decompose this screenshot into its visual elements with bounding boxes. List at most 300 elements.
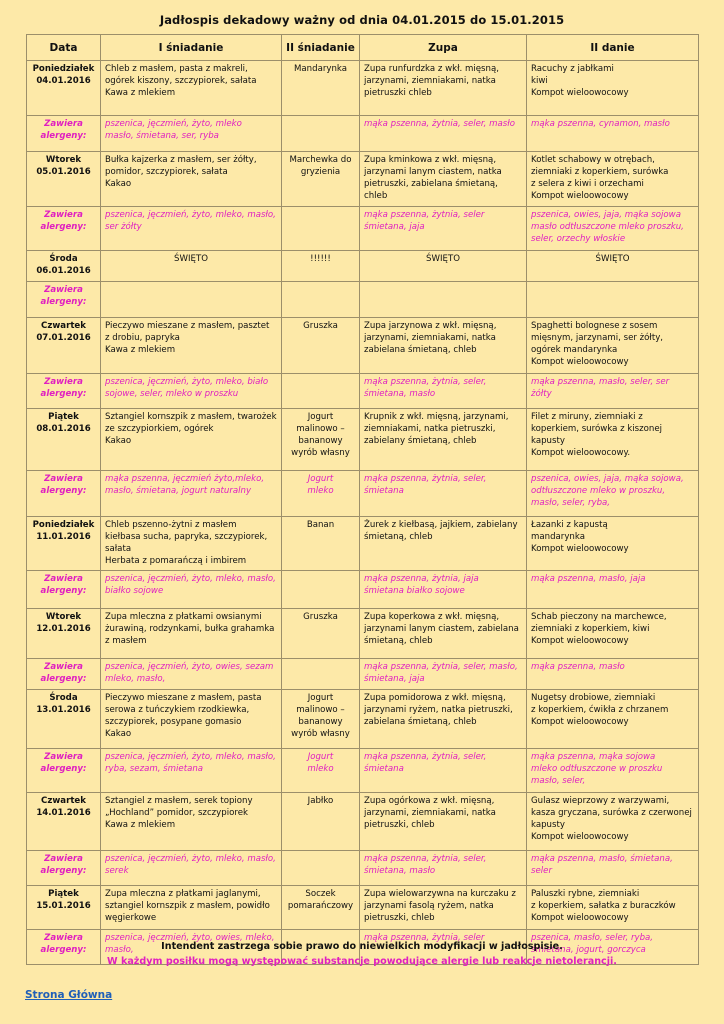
main-course-cell-line: kiwi: [531, 76, 548, 86]
day-cell: [27, 517, 101, 571]
main-course-cell-line: ziemniaki z koperkiem, surówka: [531, 167, 669, 177]
second-breakfast-cell: [282, 318, 360, 374]
main-course-cell-line: Nugetsy drobiowe, ziemniaki: [531, 693, 656, 703]
second-breakfast-cell: [282, 886, 360, 930]
first-breakfast-cell-line: sztangiel kornszpik z masłem, powidło: [105, 901, 270, 911]
main-course-cell-line: Kompot wieloowocowy: [531, 832, 629, 842]
soup-cell-line: Żurek z kiełbasą, jajkiem, zabielany: [364, 520, 518, 530]
allergen-main-course-line: odtłuszczone mleko w proszku,: [531, 486, 666, 496]
second-breakfast-cell: [282, 152, 360, 207]
second-breakfast-cell-line: Soczek: [305, 889, 336, 899]
day-cell: [27, 609, 101, 659]
main-course-cell-line: kapusty: [531, 820, 565, 830]
allergen-main-course-line: mąka pszenna, masło, śmietana,: [531, 854, 673, 864]
soup-cell-line: jarzynami ryżem, natka pietruszki,: [364, 705, 513, 715]
main-course-cell-line: Kompot wieloowocowy.: [531, 448, 631, 458]
allergen-main-course-line: masło, seler,: [531, 776, 586, 786]
main-course-cell-line: mandarynka: [531, 532, 585, 542]
soup-cell-line: pietruszki, zabielana śmietaną,: [364, 179, 498, 189]
main-course-cell: [527, 886, 699, 930]
soup-cell: [360, 251, 527, 282]
first-breakfast-cell-line: kiełbasa sucha, papryka, szczypiorek,: [105, 532, 268, 542]
day-cell-line: Wtorek: [45, 155, 82, 165]
allergen-row: [27, 659, 699, 690]
main-course-cell-line: Kompot wieloowocowy: [531, 357, 629, 367]
allergen-main-course: [527, 471, 699, 517]
soup-cell-line: jarzynami fasolą ryżem, natka: [364, 901, 494, 911]
main-course-cell-line: z koperkiem, ćwikła z chrzanem: [531, 705, 669, 715]
day-cell-line: 12.01.2016: [36, 624, 91, 634]
allergen-main-course: [527, 851, 699, 886]
soup-cell-line: chleb: [364, 191, 388, 201]
allergen-first-breakfast-line: serek: [105, 866, 129, 876]
allergen-first-breakfast-line: pszenica, jęczmień, żyto, mleko, masło,: [105, 854, 276, 864]
menu-row: [27, 61, 699, 116]
allergen-second-breakfast: [282, 659, 360, 690]
day-cell-line: Czwartek: [41, 321, 86, 331]
allergen-label: Zawiera alergeny:: [27, 851, 101, 886]
allergen-first-breakfast: [101, 571, 282, 609]
allergen-soup-line: mąka pszenna, żytnia, seler, masło,: [364, 662, 518, 672]
day-cell: [27, 886, 101, 930]
allergen-label: Zawiera alergeny:: [27, 571, 101, 609]
first-breakfast-cell: [101, 886, 282, 930]
day-cell-line: 07.01.2016: [36, 333, 91, 343]
second-breakfast-cell-line: Gruszka: [303, 612, 338, 622]
day-cell-line: 11.01.2016: [36, 532, 91, 542]
menu-row: [27, 152, 699, 207]
allergen-main-course-line: śmietana, jogurt, gorczyca: [531, 945, 646, 955]
allergen-row: [27, 471, 699, 517]
main-course-cell-line: Łazanki z kapustą: [531, 520, 608, 530]
allergen-main-course-line: pszenica, owies, jaja, mąka sojowa: [531, 210, 681, 220]
soup-cell: [360, 690, 527, 749]
first-breakfast-cell-line: „Hochland” pomidor, szczypiorek: [105, 808, 248, 818]
first-breakfast-cell-line: ze szczypiorkiem, ogórek: [105, 424, 214, 434]
main-course-cell: [527, 690, 699, 749]
first-breakfast-cell-line: Herbata z pomarańczą i imbirem: [105, 556, 247, 566]
allergen-main-course-line: masło odtłuszczone mleko proszku,: [531, 222, 684, 232]
second-breakfast-cell: [282, 690, 360, 749]
day-cell: [27, 152, 101, 207]
allergen-soup: [360, 374, 527, 409]
day-cell-line: Piątek: [48, 412, 79, 422]
allergen-main-course: [527, 749, 699, 793]
main-course-cell-line: koperkiem, surówka z kiszonej: [531, 424, 663, 434]
allergen-label: Zawiera alergeny:: [27, 749, 101, 793]
allergen-first-breakfast-line: pszenica, jęczmień, żyto, mleko: [105, 119, 242, 129]
second-breakfast-cell-line: Marchewka do: [289, 155, 352, 165]
first-breakfast-cell: [101, 61, 282, 116]
main-course-cell-line: Kompot wieloowocowy: [531, 191, 629, 201]
menu-row: [27, 517, 699, 571]
main-course-cell-line: Spaghetti bolognese z sosem: [531, 321, 658, 331]
day-cell-line: 04.01.2016: [36, 76, 91, 86]
allergen-label: Zawiera alergeny:: [27, 282, 101, 318]
main-course-cell: [527, 251, 699, 282]
first-breakfast-cell-line: sałata: [105, 544, 132, 554]
allergen-label: Zawiera alergeny:: [27, 116, 101, 152]
allergen-second-breakfast-line: Jogurt: [307, 752, 334, 762]
allergen-row: [27, 749, 699, 793]
allergen-soup: [360, 749, 527, 793]
allergen-main-course: [527, 207, 699, 251]
main-course-cell-line: z koperkiem, sałatka z buraczków: [531, 901, 676, 911]
soup-cell-line: Zupa koperkowa z wkł. mięsną,: [364, 612, 500, 622]
first-breakfast-cell: [101, 517, 282, 571]
allergen-label: Zawiera alergeny:: [27, 374, 101, 409]
main-course-cell-line: Filet z miruny, ziemniaki z: [531, 412, 643, 422]
header-data: Data: [27, 35, 101, 61]
allergen-first-breakfast-line: ryba, sezam, śmietana: [105, 764, 204, 774]
main-course-cell-line: ziemniaki z koperkiem, kiwi: [531, 624, 650, 634]
menu-table: [26, 34, 699, 965]
allergen-first-breakfast-line: sojowe, seler, mleko w proszku: [105, 389, 239, 399]
allergen-first-breakfast-line: pszenica, jęczmień, żyto, mleko, masło,: [105, 574, 276, 584]
first-breakfast-cell-line: żurawiną, rodzynkami, bułka grahamka: [105, 624, 275, 634]
allergen-main-course: [527, 571, 699, 609]
allergen-soup-line: śmietana, masło: [364, 866, 436, 876]
allergen-first-breakfast-line: pszenica, jęczmień, żyto, mleko, masło,: [105, 210, 276, 220]
allergen-main-course: [527, 116, 699, 152]
second-breakfast-cell-line: !!!!!!: [310, 254, 331, 264]
main-course-cell-line: kasza gryczana, surówka z czerwonej: [531, 808, 692, 818]
day-cell: [27, 61, 101, 116]
soup-cell-line: pietruszki, chleb: [364, 913, 435, 923]
first-breakfast-cell-line: ogórek kiszony, szczypiorek, sałata: [105, 76, 257, 86]
main-course-cell-line: Kompot wieloowocowy: [531, 88, 629, 98]
allergen-soup-line: śmietana, jaja: [364, 674, 425, 684]
main-course-cell-line: ŚWIĘTO: [595, 254, 630, 264]
first-breakfast-cell: [101, 318, 282, 374]
main-course-cell-line: Schab pieczony na marchewce,: [531, 612, 667, 622]
allergen-second-breakfast: [282, 207, 360, 251]
allergen-first-breakfast-line: białko sojowe: [105, 586, 164, 596]
allergen-main-course-line: mąka pszenna, masło, jaja: [531, 574, 646, 584]
day-cell-line: 13.01.2016: [36, 705, 91, 715]
first-breakfast-cell: [101, 409, 282, 471]
second-breakfast-cell: [282, 251, 360, 282]
day-cell-line: Piątek: [48, 889, 79, 899]
allergen-label: Zawiera alergeny:: [27, 659, 101, 690]
soup-cell-line: jarzynami lanym ciastem, zabielana: [364, 624, 519, 634]
first-breakfast-cell-line: ŚWIĘTO: [174, 254, 208, 264]
first-breakfast-cell-line: Zupa mleczna z płatkami jaglanymi,: [105, 889, 261, 899]
second-breakfast-cell: [282, 61, 360, 116]
soup-cell-line: jarzynami, ziemniakami, natka: [364, 808, 496, 818]
allergen-soup: [360, 659, 527, 690]
main-course-cell-line: ogórek mandarynka: [531, 345, 618, 355]
allergen-soup-line: mąka pszenna, żytnia, seler,: [364, 474, 487, 484]
soup-cell-line: Zupa jarzynowa z wkł. mięsną,: [364, 321, 497, 331]
second-breakfast-cell-line: malinowo –: [296, 424, 345, 434]
allergen-soup-line: mąka pszenna, żytnia, seler: [364, 210, 485, 220]
allergen-soup-line: mąka pszenna, żytnia, seler: [364, 933, 485, 943]
second-breakfast-cell-line: wyrób własny: [291, 448, 350, 458]
allergen-second-breakfast: [282, 571, 360, 609]
first-breakfast-cell-line: Kakao: [105, 729, 132, 739]
footer-note: Intendent zastrzega sobie prawo do niewielkich modyfikacji w jadłospisie.: [161, 941, 563, 952]
allergen-soup-line: mąka pszenna, żytnia, jaja: [364, 574, 479, 584]
day-cell-line: Środa: [49, 693, 78, 703]
first-breakfast-cell: [101, 793, 282, 851]
first-breakfast-cell-line: Sztangiel z masłem, serek topiony: [105, 796, 253, 806]
allergen-first-breakfast-line: masło,: [105, 945, 134, 955]
allergen-first-breakfast: [101, 282, 282, 318]
allergen-soup: [360, 282, 527, 318]
allergen-main-course-line: mąka pszenna, cynamon, masło: [531, 119, 670, 129]
home-link[interactable]: Strona Główna: [25, 989, 113, 1001]
first-breakfast-cell-line: szczypiorek, posypane gomasio: [105, 717, 242, 727]
allergen-soup-line: śmietana: [364, 486, 404, 496]
soup-cell-line: Zupa kminkowa z wkł. mięsną,: [364, 155, 497, 165]
allergen-second-breakfast-line: Jogurt: [307, 474, 334, 484]
menu-row: [27, 251, 699, 282]
allergen-main-course: [527, 374, 699, 409]
allergen-second-breakfast-line: mleko: [307, 764, 334, 774]
second-breakfast-cell-line: bananowy: [298, 436, 343, 446]
day-cell-line: Wtorek: [45, 612, 82, 622]
day-cell-line: Poniedziałek: [32, 64, 95, 74]
allergen-first-breakfast-line: masło, śmietana, ser, ryba: [105, 131, 219, 141]
main-course-cell: [527, 318, 699, 374]
day-cell-line: Czwartek: [41, 796, 86, 806]
allergen-main-course-line: seler, orzechy włoskie: [531, 234, 626, 244]
allergen-second-breakfast: [282, 851, 360, 886]
allergen-soup-line: mąka pszenna, żytnia, seler,: [364, 377, 487, 387]
first-breakfast-cell-line: Kakao: [105, 179, 132, 189]
soup-cell-line: ŚWIĘTO: [426, 254, 460, 264]
second-breakfast-cell-line: Gruszka: [303, 321, 338, 331]
allergen-soup-line: śmietana: [364, 764, 404, 774]
footer-allergy-note: W każdym posiłku mogą występować substancje powodujące alergie lub reakcje nietolerancji.: [107, 956, 617, 967]
allergen-main-course-line: mąka pszenna, mąka sojowa: [531, 752, 656, 762]
main-course-cell-line: Kompot wieloowocowy: [531, 636, 629, 646]
soup-cell-line: Krupnik z wkł. mięsną, jarzynami,: [364, 412, 509, 422]
allergen-main-course: [527, 282, 699, 318]
allergen-label: Zawiera alergeny:: [27, 207, 101, 251]
day-cell: [27, 690, 101, 749]
main-course-cell-line: Gulasz wieprzowy z warzywami,: [531, 796, 670, 806]
allergen-soup-line: mąka pszenna, żytnia, seler,: [364, 752, 487, 762]
soup-cell-line: Zupa wielowarzywna na kurczaku z: [364, 889, 516, 899]
day-cell-line: Poniedziałek: [32, 520, 95, 530]
first-breakfast-cell-line: Kawa z mlekiem: [105, 88, 176, 98]
allergen-first-breakfast: [101, 374, 282, 409]
first-breakfast-cell-line: Zupa mleczna z płatkami owsianymi: [105, 612, 262, 622]
first-breakfast-cell-line: Bułka kajzerka z masłem, ser żółty,: [105, 155, 257, 165]
second-breakfast-cell: [282, 793, 360, 851]
first-breakfast-cell-line: Kawa z mlekiem: [105, 820, 176, 830]
allergen-row: [27, 374, 699, 409]
first-breakfast-cell-line: Kakao: [105, 436, 132, 446]
soup-cell-line: Zupa ogórkowa z wkł. mięsną,: [364, 796, 495, 806]
first-breakfast-cell-line: Pieczywo mieszane z masłem, pasztet: [105, 321, 270, 331]
allergen-label: Zawiera alergeny:: [27, 930, 101, 965]
allergen-first-breakfast-line: mąka pszenna, jęczmień żyto,mleko,: [105, 474, 265, 484]
day-cell-line: 08.01.2016: [36, 424, 91, 434]
day-cell-line: 05.01.2016: [36, 167, 91, 177]
soup-cell-line: jarzynami, ziemniakami, natka: [364, 76, 496, 86]
allergen-main-course-line: mąka pszenna, masło: [531, 662, 625, 672]
header-first-breakfast: I śniadanie: [101, 35, 282, 61]
first-breakfast-cell-line: Kawa z mlekiem: [105, 345, 176, 355]
day-cell: [27, 793, 101, 851]
allergen-soup-line: mąka pszenna, żytnia, seler,: [364, 854, 487, 864]
main-course-cell: [527, 409, 699, 471]
allergen-first-breakfast-line: pszenica, jęczmień, żyto, owies, sezam: [105, 662, 274, 672]
soup-cell: [360, 793, 527, 851]
soup-cell-line: Zupa pomidorowa z wkł. mięsną,: [364, 693, 506, 703]
main-course-cell-line: kapusty: [531, 436, 565, 446]
allergen-soup: [360, 851, 527, 886]
allergen-main-course: [527, 659, 699, 690]
second-breakfast-cell-line: Banan: [306, 520, 335, 530]
day-cell-line: Środa: [49, 254, 78, 264]
allergen-main-course-line: żółty: [531, 389, 552, 399]
main-course-cell-line: Kompot wieloowocowy: [531, 544, 629, 554]
day-cell: [27, 409, 101, 471]
second-breakfast-cell-line: gryzienia: [300, 167, 341, 177]
allergen-first-breakfast: [101, 207, 282, 251]
allergen-soup-line: śmietana, masło: [364, 389, 436, 399]
soup-cell: [360, 152, 527, 207]
soup-cell: [360, 318, 527, 374]
day-cell-line: 14.01.2016: [36, 808, 91, 818]
menu-row: [27, 409, 699, 471]
allergen-first-breakfast-line: ser żółty: [105, 222, 142, 232]
allergen-first-breakfast: [101, 659, 282, 690]
allergen-main-course-line: pszenica, masło, seler, ryba,: [531, 933, 654, 943]
second-breakfast-cell: [282, 517, 360, 571]
allergen-main-course-line: seler: [531, 866, 552, 876]
allergen-second-breakfast: [282, 749, 360, 793]
menu-row: [27, 886, 699, 930]
allergen-first-breakfast-line: pszenica, jęczmień, żyto, mleko, masło,: [105, 752, 276, 762]
second-breakfast-cell-line: Jogurt: [307, 412, 334, 422]
main-course-cell: [527, 517, 699, 571]
allergen-label: Zawiera alergeny:: [27, 471, 101, 517]
allergen-first-breakfast-line: masło, śmietana, jogurt naturalny: [105, 486, 252, 496]
allergen-soup: [360, 571, 527, 609]
soup-cell: [360, 886, 527, 930]
menu-row: [27, 609, 699, 659]
allergen-main-course-line: mleko odtłuszczone w proszku: [531, 764, 663, 774]
first-breakfast-cell-line: Pieczywo mieszane z masłem, pasta: [105, 693, 262, 703]
allergen-main-course-line: mąka pszenna, masło, seler, ser: [531, 377, 670, 387]
second-breakfast-cell-line: Mandarynka: [293, 64, 347, 74]
header-second-breakfast: II śniadanie: [282, 35, 360, 61]
second-breakfast-cell-line: wyrób własny: [291, 729, 350, 739]
main-course-cell: [527, 61, 699, 116]
main-course-cell: [527, 793, 699, 851]
allergen-soup: [360, 116, 527, 152]
main-course-cell: [527, 609, 699, 659]
second-breakfast-cell: [282, 409, 360, 471]
second-breakfast-cell-line: pomarańczowy: [287, 901, 354, 911]
allergen-first-breakfast-line: mleko, masło,: [105, 674, 166, 684]
soup-cell: [360, 61, 527, 116]
soup-cell-line: Zupa runfurdzka z wkł. mięsną,: [364, 64, 499, 74]
soup-cell-line: zabielana śmietaną, chleb: [364, 345, 477, 355]
day-cell: [27, 251, 101, 282]
first-breakfast-cell: [101, 152, 282, 207]
allergen-first-breakfast-line: pszenica, jęczmień, żyto, owies, mleko,: [105, 933, 275, 943]
header-main-course: II danie: [527, 35, 699, 61]
day-cell: [27, 318, 101, 374]
soup-cell-line: pietruszki chleb: [364, 88, 432, 98]
allergen-main-course-line: masło, seler, ryba,: [531, 498, 611, 508]
second-breakfast-cell-line: bananowy: [298, 717, 343, 727]
allergen-row: [27, 207, 699, 251]
table-header-row: [27, 35, 699, 61]
soup-cell: [360, 409, 527, 471]
soup-cell: [360, 609, 527, 659]
main-course-cell-line: z selera z kiwi i orzechami: [531, 179, 644, 189]
main-course-cell-line: mięsnym, jarzynami, ser żółty,: [531, 333, 664, 343]
main-course-cell-line: Paluszki rybne, ziemniaki: [531, 889, 640, 899]
soup-cell-line: pietruszki, chleb: [364, 820, 435, 830]
first-breakfast-cell: [101, 609, 282, 659]
allergen-row: [27, 571, 699, 609]
main-course-cell-line: Kompot wieloowocowy: [531, 913, 629, 923]
second-breakfast-cell-line: malinowo –: [296, 705, 345, 715]
allergen-first-breakfast-line: pszenica, jęczmień, żyto, mleko, biało: [105, 377, 269, 387]
menu-row: [27, 793, 699, 851]
first-breakfast-cell-line: Chleb pszenno-żytni z masłem: [105, 520, 237, 530]
soup-cell-line: ziemniakami, natka pietruszki,: [364, 424, 496, 434]
soup-cell-line: jarzynami lanym ciastem, natka: [364, 167, 502, 177]
soup-cell-line: śmietaną, chleb: [364, 636, 433, 646]
soup-cell-line: zabielana śmietaną, chleb: [364, 717, 477, 727]
day-cell-line: 15.01.2016: [36, 901, 91, 911]
page-title: Jadłospis dekadowy ważny od dnia 04.01.2015 do 15.01.2015: [159, 13, 565, 27]
allergen-soup: [360, 207, 527, 251]
allergen-soup-line: mąka pszenna, żytnia, seler, masło: [364, 119, 515, 129]
second-breakfast-cell-line: Jogurt: [307, 693, 334, 703]
allergen-first-breakfast: [101, 116, 282, 152]
header-soup: Zupa: [360, 35, 527, 61]
main-course-cell-line: Racuchy z jabłkami: [531, 64, 614, 74]
allergen-first-breakfast: [101, 749, 282, 793]
first-breakfast-cell-line: serowa z tuńczykiem rzodkiewka,: [105, 705, 250, 715]
allergen-row: [27, 851, 699, 886]
allergen-first-breakfast: [101, 471, 282, 517]
first-breakfast-cell-line: węgierkowe: [105, 913, 157, 923]
soup-cell-line: zabielany śmietaną, chleb: [364, 436, 477, 446]
main-course-cell: [527, 152, 699, 207]
allergen-second-breakfast: [282, 282, 360, 318]
allergen-first-breakfast: [101, 851, 282, 886]
allergen-second-breakfast: [282, 374, 360, 409]
soup-cell-line: jarzynami, ziemniakami, natka: [364, 333, 496, 343]
second-breakfast-cell-line: Jabłko: [307, 796, 334, 806]
first-breakfast-cell-line: Sztangiel kornszpik z masłem, twarożek: [105, 412, 277, 422]
allergen-main-course-line: pszenica, owies, jaja, mąka sojowa,: [531, 474, 684, 484]
second-breakfast-cell: [282, 609, 360, 659]
allergen-second-breakfast: [282, 116, 360, 152]
first-breakfast-cell-line: z masłem: [105, 636, 147, 646]
allergen-soup: [360, 471, 527, 517]
allergen-second-breakfast-line: mleko: [307, 486, 334, 496]
soup-cell-line: śmietaną, chleb: [364, 532, 433, 542]
allergen-row: [27, 116, 699, 152]
first-breakfast-cell-line: pomidor, szczypiorek, sałata: [105, 167, 228, 177]
allergen-soup-line: śmietana białko sojowe: [364, 586, 465, 596]
soup-cell: [360, 517, 527, 571]
main-course-cell-line: Kompot wieloowocowy: [531, 717, 629, 727]
first-breakfast-cell-line: Chleb z masłem, pasta z makreli,: [105, 64, 248, 74]
